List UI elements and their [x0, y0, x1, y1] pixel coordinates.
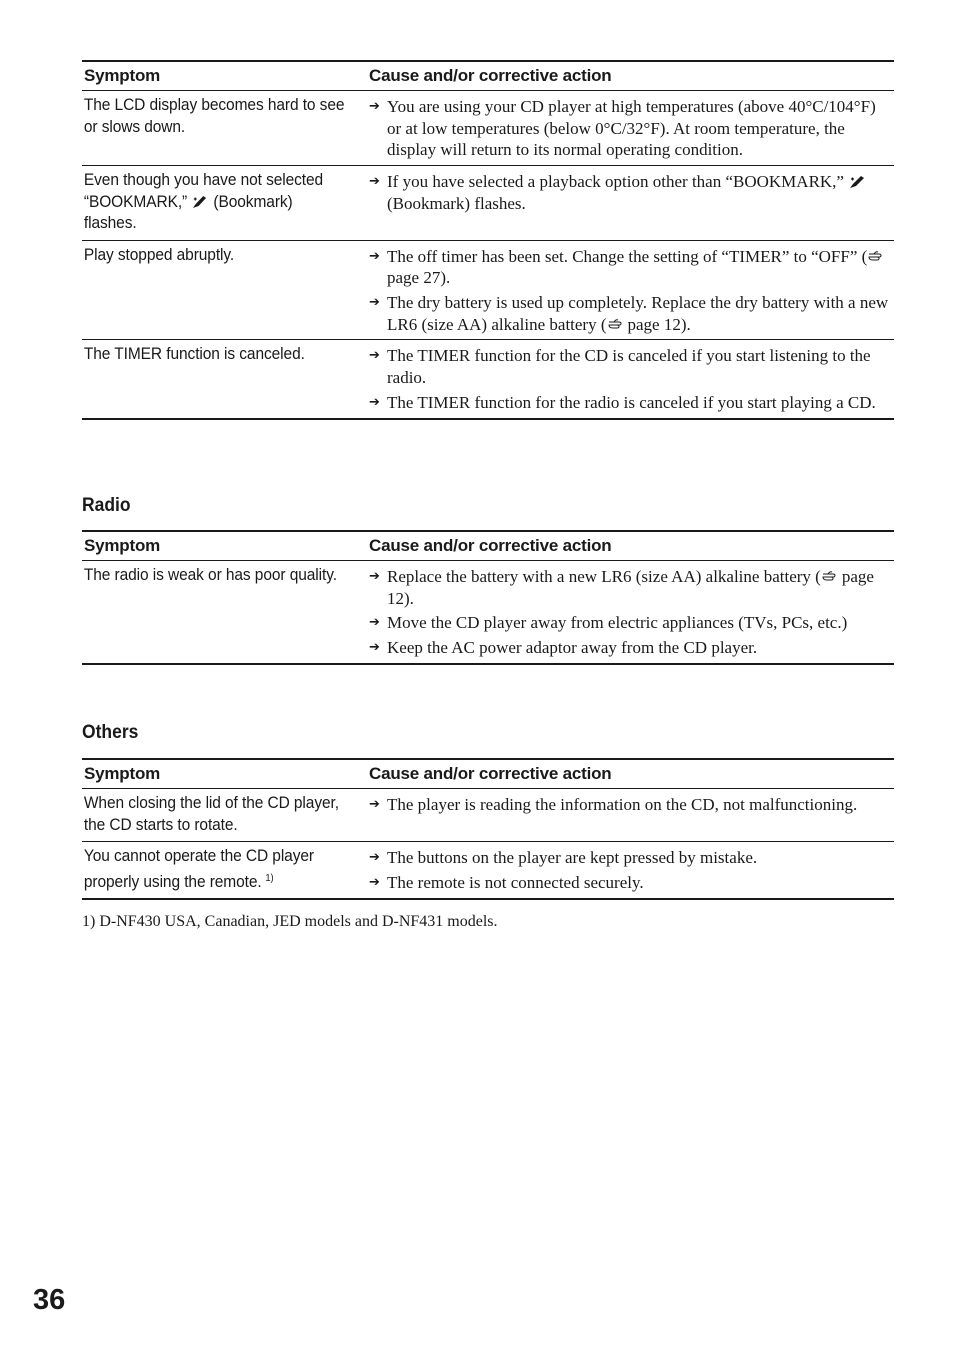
- action-cell: [367, 91, 894, 166]
- symptom-cell: When closing the lid of the CD player, the CD starts to rotate.: [83, 794, 339, 834]
- action-text: You are using your CD player at high temperatures (above 40°C/104°F) or at low temperatures (below 0°C/32°F). At room temperature, the display will return to its normal operating condition.: [387, 97, 876, 160]
- action-item: [369, 612, 892, 634]
- action-text: (Bookmark) flashes.: [387, 193, 526, 213]
- symptom-cell: [82, 842, 350, 900]
- table-row: [82, 340, 894, 419]
- cause-header: Cause and/or corrective action: [367, 61, 894, 91]
- symptom-header: Symptom: [82, 531, 367, 561]
- right-arrow-icon: ➔: [369, 640, 380, 656]
- right-arrow-icon: ➔: [369, 99, 380, 114]
- action-text: The off timer has been set. Change the setting of “TIMER” to “OFF” (: [387, 246, 868, 266]
- footnote: 1) D-NF430 USA, Canadian, JED models and D-NF431 models.: [82, 913, 498, 930]
- bookmark-icon: [849, 175, 866, 189]
- action-cell: [367, 561, 894, 664]
- cause-header: Cause and/or corrective action: [367, 759, 894, 789]
- right-arrow-icon: ➔: [369, 348, 380, 364]
- troubleshooting-table-radio: [82, 530, 894, 665]
- action-item: [369, 171, 892, 214]
- action-cell: [367, 789, 894, 842]
- action-text: page 12).: [627, 314, 691, 334]
- action-text: Keep the AC power adaptor away from the CD player.: [387, 638, 758, 658]
- symptom-header: Symptom: [82, 759, 367, 789]
- table-row: [82, 166, 894, 241]
- symptom-cell: The radio is weak or has poor quality.: [83, 566, 337, 584]
- action-text: The remote is not connected securely.: [387, 872, 644, 892]
- pointing-hand-icon: [608, 318, 627, 331]
- action-item: [369, 246, 892, 289]
- page-number: 36: [33, 1284, 66, 1316]
- symptom-cell: The TIMER function is canceled.: [83, 345, 305, 364]
- right-arrow-icon: ➔: [369, 248, 380, 264]
- right-arrow-icon: ➔: [369, 850, 380, 865]
- action-item: [369, 345, 892, 388]
- action-text: If you have selected a playback option other than “BOOKMARK,”: [387, 172, 844, 192]
- action-item: [369, 392, 892, 414]
- symptom-text: You cannot operate the CD player properly using the remote.: [83, 847, 314, 891]
- action-item: [369, 794, 892, 816]
- symptom-cell: The LCD display becomes hard to see or slows down.: [83, 96, 345, 136]
- action-text: Move the CD player away from electric appliances (TVs, PCs, etc.): [387, 613, 848, 633]
- symptom-text: (Bookmark) flashes.: [83, 192, 293, 233]
- symptom-cell: Play stopped abruptly.: [83, 245, 235, 264]
- footnote-marker: 1): [265, 872, 274, 884]
- symptom-header: Symptom: [82, 61, 367, 91]
- action-text: The TIMER function for the radio is canceled if you start playing a CD.: [387, 392, 876, 412]
- action-item: [369, 96, 892, 161]
- symptom-text: Even though you have not selected “BOOKMARK,”: [83, 171, 324, 211]
- bookmark-icon: [192, 195, 208, 209]
- action-text: The TIMER function for the CD is canceled if you start listening to the radio.: [387, 346, 871, 388]
- right-arrow-icon: ➔: [369, 797, 380, 812]
- right-arrow-icon: ➔: [369, 615, 380, 631]
- action-item: [369, 872, 892, 894]
- action-cell: [367, 842, 894, 900]
- others-heading: Others: [82, 722, 139, 743]
- action-text: Replace the battery with a new LR6 (size AA) alkaline battery (: [387, 567, 821, 586]
- troubleshooting-table-others: [82, 758, 894, 900]
- action-text: The player is reading the information on the CD, not malfunctioning.: [387, 795, 858, 814]
- pointing-hand-icon: [822, 570, 841, 583]
- table-row: [82, 789, 894, 842]
- cause-header: Cause and/or corrective action: [367, 531, 894, 561]
- right-arrow-icon: ➔: [369, 295, 380, 311]
- right-arrow-icon: ➔: [369, 874, 380, 890]
- action-item: [369, 637, 892, 659]
- action-text: The dry battery is used up completely. Replace the dry battery with a new LR6 (size AA) alkaline battery (: [387, 293, 889, 334]
- table-row: [82, 91, 894, 166]
- symptom-cell: [82, 166, 350, 241]
- action-text: The buttons on the player are kept pressed by mistake.: [387, 848, 758, 867]
- action-text: page 12).: [387, 567, 874, 608]
- right-arrow-icon: ➔: [369, 569, 380, 584]
- action-cell: [367, 240, 894, 340]
- action-item: [369, 292, 892, 335]
- action-item: [369, 847, 892, 869]
- table-row: [82, 561, 894, 664]
- action-text: page 27).: [387, 268, 451, 288]
- right-arrow-icon: ➔: [369, 174, 380, 190]
- radio-heading: Radio: [82, 495, 131, 516]
- right-arrow-icon: ➔: [369, 394, 380, 410]
- pointing-hand-icon: [868, 250, 887, 263]
- action-item: [369, 566, 892, 609]
- table-row: [82, 240, 894, 340]
- action-cell: [367, 166, 894, 241]
- troubleshooting-table-general: [82, 60, 894, 420]
- action-cell: [367, 340, 894, 419]
- table-row: [82, 842, 894, 900]
